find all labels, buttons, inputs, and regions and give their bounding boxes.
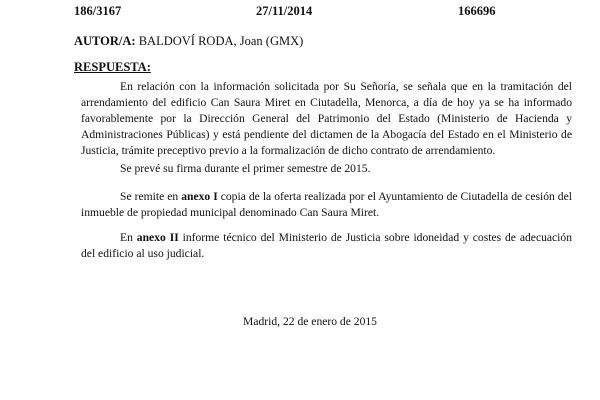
document-header [0, 4, 600, 20]
registry-number: 166696 [458, 4, 496, 18]
paragraph-3-intro: Se remite en [120, 190, 182, 203]
paragraph-4-text: informe técnico del Ministerio de Justicia sobre idoneidad y costes de adecuación del edificio al uso judicial. [81, 231, 572, 260]
paragraph-3-text: copia de la oferta realizada por el Ayuntamiento de Ciutadella de cesión del inmueble de propiedad municipal denominado Can Saura Miret. [81, 190, 572, 219]
response-paragraph-1: En relación con la información solicitada por Su Señoría, se señala que en la tramitación del arrendamiento del edificio Can Saura Miret en Ciutadella, Menorca, a día de hoy ya se ha informado favorablemente por la Dirección General del Patrimonio del Estado (Ministerio de Hacienda y Administraciones Públicas) y está pendiente del dictamen de la Abogacía del Estado en el Ministerio de Justicia, trámite preceptivo previo a la formalización de dicho contrato de arrendamiento. [81, 80, 572, 157]
header-date: 27/11/2014 [256, 4, 313, 18]
author-name: BALDOVÍ RODA, Joan (GMX) [135, 34, 304, 48]
response-paragraph-2: Se prevé su firma durante el primer semestre de 2015. [120, 162, 371, 175]
author-label: AUTOR/A: [74, 34, 136, 48]
annex-1-reference: anexo I [181, 190, 218, 203]
reference-number: 186/3167 [74, 4, 122, 18]
annex-2-reference: anexo II [136, 231, 179, 244]
response-label: RESPUESTA: [74, 60, 151, 74]
paragraph-4-intro: En [120, 231, 137, 244]
author-line [74, 34, 303, 49]
response-paragraph-3 [81, 189, 572, 221]
place-and-date: Madrid, 22 de enero de 2015 [243, 315, 377, 328]
response-paragraph-4 [81, 230, 572, 262]
